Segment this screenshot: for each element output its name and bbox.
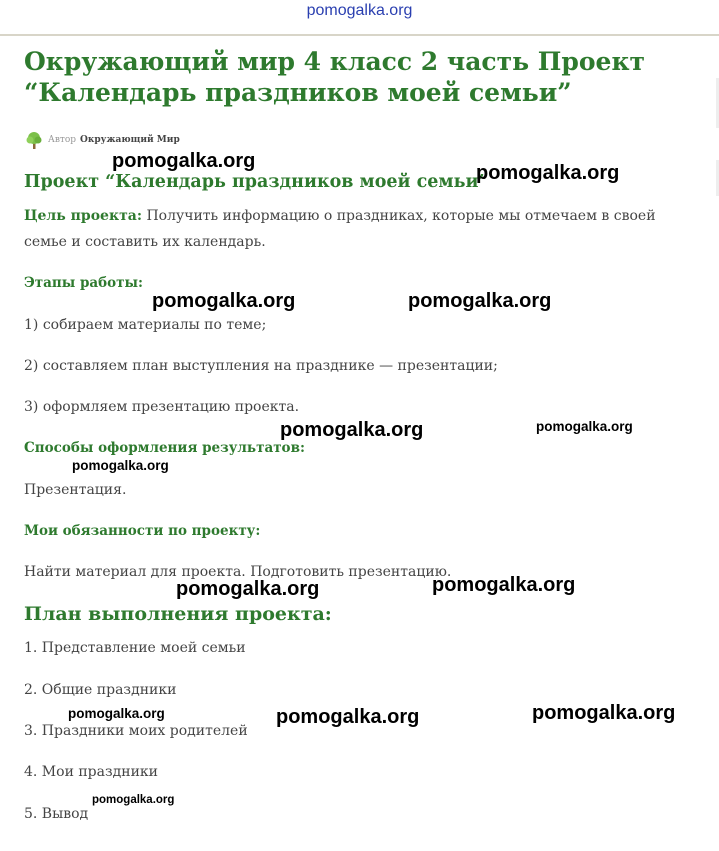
author-name[interactable]: Окружающий Мир xyxy=(80,135,180,145)
plan-item: 3. Праздники моих родителей xyxy=(24,723,248,739)
plan-heading: План выполнения проекта: xyxy=(24,603,332,625)
project-goal xyxy=(24,203,684,255)
section-subtitle: Проект “Календарь праздников моей семьи” xyxy=(24,172,489,192)
plan-item: 2. Общие праздники xyxy=(24,682,177,698)
author-line xyxy=(24,130,180,150)
watermark: pomogalka.org xyxy=(476,162,620,184)
plan-item: 5. Вывод xyxy=(24,806,89,822)
watermark: pomogalka.org xyxy=(72,458,169,473)
watermark: pomogalka.org xyxy=(432,574,576,596)
watermark: pomogalka.org xyxy=(536,419,633,434)
watermark: pomogalka.org xyxy=(176,578,320,600)
watermark: pomogalka.org xyxy=(408,290,552,312)
stage-item: 3) оформляем презентацию проекта. xyxy=(24,399,300,415)
methods-label: Способы оформления результатов: xyxy=(24,440,305,456)
page-title: Окружающий мир 4 класс 2 часть Проект “Календарь праздников моей семьи” xyxy=(24,47,645,107)
stage-item: 2) составляем план выступления на празднике — презентации; xyxy=(24,358,498,374)
site-watermark-top: pomogalka.org xyxy=(306,2,413,19)
watermark: pomogalka.org xyxy=(276,706,420,728)
watermark: pomogalka.org xyxy=(280,419,424,441)
duties-text: Найти материал для проекта. Подготовить презентацию. xyxy=(24,564,452,580)
watermark: pomogalka.org xyxy=(152,290,296,312)
watermark: pomogalka.org xyxy=(532,702,676,724)
watermark: pomogalka.org xyxy=(68,706,165,721)
methods-text: Презентация. xyxy=(24,482,127,498)
stage-item: 1) собираем материалы по теме; xyxy=(24,317,267,333)
plan-item: 1. Представление моей семьи xyxy=(24,640,246,656)
stages-label: Этапы работы: xyxy=(24,275,144,291)
goal-label: Цель проекта: xyxy=(24,208,142,224)
watermark: pomogalka.org xyxy=(112,150,256,172)
header-divider xyxy=(0,34,719,36)
plan-item: 4. Мои праздники xyxy=(24,764,158,780)
tree-icon xyxy=(24,130,44,150)
duties-label: Мои обязанности по проекту: xyxy=(24,523,261,539)
author-label: Автор xyxy=(48,135,77,145)
goal-text: Получить информацию о праздниках, которые мы отмечаем в своей семье и составить их календарь. xyxy=(24,208,656,250)
watermark: pomogalka.org xyxy=(92,794,175,806)
